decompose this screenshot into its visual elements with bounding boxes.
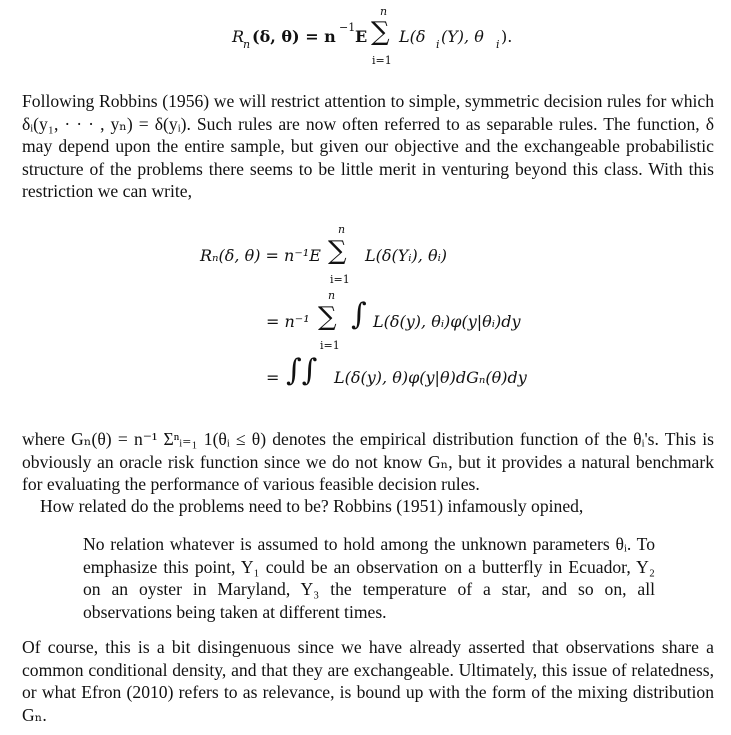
eq-top-body-sub2: i	[496, 38, 500, 51]
eq-block-sum1-sign: ∑	[328, 236, 347, 266]
eq-top-lhs-sub: n	[243, 38, 251, 51]
eq-block-sum2-lower: i=1	[320, 339, 340, 352]
eq-block-integral-sign: ∫	[351, 297, 367, 332]
eq-block-sum1-lower: i=1	[330, 273, 350, 286]
eq-block-line1-body: L(δ(Yᵢ), θᵢ)	[365, 246, 448, 265]
eq-block-sum1-upper: n	[338, 223, 346, 236]
quote-robbins-1951: No relation whatever is assumed to hold among the unknown parameters θᵢ. To emphasize this point, Y₁ could be an observation on a butterfly in Ecuador, Y₂ on an oyster in Maryland, Y₃ the temperature of a star, and so on, all observations being taken at different times.	[83, 534, 655, 622]
paragraph-empirical-distribution: where Gₙ(θ) = n⁻¹ Σⁿᵢ₌₁ 1(θᵢ ≤ θ) denotes the empirical distribution function of the θᵢ's. This is obviously an oracle risk function since we do not know Gₙ, but it provides a natural benchmark for evaluating the performance of various feasible decision rules.	[22, 429, 714, 494]
eq-block-line1-lhs: Rₙ(δ, θ) = n⁻¹E	[200, 246, 321, 265]
eq-block-sum2-sign: ∑	[318, 302, 337, 332]
eq-top-body-rest: (Y), θ	[441, 27, 484, 46]
eq-block-line3-body: L(δ(y), θ)φ(y|θ)dGₙ(θ)dy	[334, 368, 527, 387]
eq-top-sum-lower: i=1	[372, 54, 392, 67]
eq-top-args: (δ, θ) = n	[252, 27, 336, 46]
eq-block-line2-body: L(δ(y), θᵢ)φ(y|θᵢ)dy	[373, 312, 521, 331]
eq-top-expect: E	[355, 27, 368, 46]
eq-block-sum2-upper: n	[328, 289, 336, 302]
paragraph-robbins-question: How related do the problems need to be? Robbins (1951) infamously opined,	[40, 496, 584, 516]
eq-top-body-end: ).	[501, 27, 513, 46]
eq-top-lhs: R	[232, 27, 245, 46]
paragraph-relatedness: Of course, this is a bit disingenuous since we have already asserted that observations share a common conditional density, and that they are exchangeable. Ultimately, this issue of relatedness, or what Efron (2010) refers to as relevance, is bound up with the form of the mixing distribution Gₙ.	[22, 637, 714, 725]
eq-top-sum-upper: n	[380, 5, 388, 18]
eq-top-body: L(δ	[399, 27, 426, 46]
eq-top-sum-sign: ∑	[371, 17, 390, 47]
eq-top-body-sub: i	[436, 38, 440, 51]
eq-top-exp: −1	[339, 21, 356, 34]
paragraph-separable-rules: Following Robbins (1956) we will restrict attention to simple, symmetric decision rules for which δᵢ(y₁, · · · , yₙ) = δ(yᵢ). Such rules are now often referred to as separable rules. The function, δ may depend upon the entire sample, but given our objective and the exchangeable probabilistic structure of the problems there seems to be little merit in venturing beyond this class. With this restriction we can write,	[22, 91, 714, 201]
eq-block-double-integral-sign: ∫∫	[286, 353, 318, 388]
eq-block-line3-lhs: =	[266, 368, 280, 387]
eq-block-line2-lhs: = n⁻¹	[266, 312, 310, 331]
